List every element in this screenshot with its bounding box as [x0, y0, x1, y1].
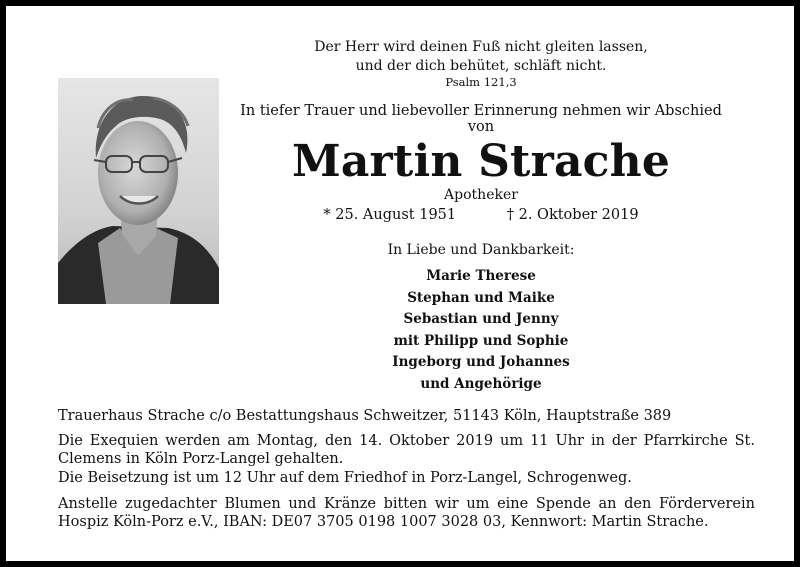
family-member: Marie Therese — [426, 268, 536, 284]
family-member: Ingeborg und Johannes — [392, 354, 570, 371]
portrait-photo — [58, 78, 219, 304]
family-list — [236, 266, 726, 396]
life-dates — [236, 207, 726, 223]
bible-verse — [236, 38, 726, 76]
family-member: mit Philipp und Sophie — [393, 332, 569, 349]
mourning-address: Trauerhaus Strache c/o Bestattungshaus Schweitzer, 51143 Köln, Hauptstraße 389 — [58, 408, 672, 424]
verse-line-2: und der dich behütet, schläft nicht. — [355, 58, 607, 74]
deceased-profession: Apotheker — [444, 187, 518, 203]
death-date: † 2. Oktober 2019 — [506, 207, 639, 223]
deceased-name: Martin Strache — [291, 136, 671, 187]
burial-notice: Die Beisetzung ist um 12 Uhr auf dem Friedhof in Porz-Langel, Schrogenweg. — [58, 470, 632, 486]
donation-notice: Anstelle zugedachter Blumen und Kränze bitten wir um eine Spende an den Förderverein Hospiz Köln-Porz e.V., IBAN: DE07 3705 0198 1007 3028 03, Kennwort: Martin Strache. — [58, 496, 755, 530]
intro-text: In tiefer Trauer und liebevoller Erinnerung nehmen wir Abschied von — [240, 103, 722, 135]
family-member: und Angehörige — [420, 375, 542, 392]
verse-reference: Psalm 121,3 — [445, 75, 517, 89]
birth-date: * 25. August 1951 — [323, 207, 457, 223]
family-member: Stephan und Maike — [407, 289, 555, 306]
thanks-heading: In Liebe und Dankbarkeit: — [387, 242, 575, 258]
verse-line-1: Der Herr wird deinen Fuß nicht gleiten lassen, — [314, 39, 648, 55]
family-member: Sebastian und Jenny — [403, 311, 559, 328]
exequien-notice: Die Exequien werden am Montag, den 14. Oktober 2019 um 11 Uhr in der Pfarrkirche St. Clemens in Köln Porz-Langel gehalten. — [58, 433, 755, 467]
